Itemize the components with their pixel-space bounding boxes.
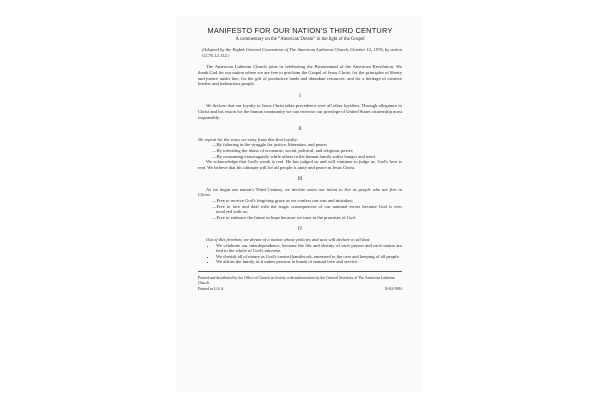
section-1-text: that our loyalty to Jesus Christ takes precedence over all other loyalties. Through allegiance to Christ and his vision for the human community we can exercise our privilege of United States citizenship most responsibly. [198, 103, 402, 120]
section-1-paragraph [198, 103, 402, 120]
section-number-2: II [298, 127, 302, 133]
list-item: —Free to face and deal with the tragic consequences of our national errors because God is ever involved with us; [212, 203, 402, 215]
printed-in: Printed in U.S.A. [198, 286, 225, 291]
list-item: • We affirm the family as it unites persons in bonds of mutual love and service. [216, 259, 402, 265]
document-subtitle: A commentary on the “American Dream” in the light of the Gospel [235, 36, 365, 42]
list-item: • We cherish all of nature as God's created handiwork, entrusted to the care and keeping of all people. [216, 254, 402, 260]
list-item: —Free to embrace the future in hope because we trust in the promises of God. [212, 214, 356, 220]
section-1-lead: We declare [206, 103, 227, 109]
document-title: MANIFESTO FOR OUR NATION'S THIRD CENTURY [207, 26, 393, 35]
list-item: —By faltering in the struggle for justice, liberation, and peace; [212, 142, 328, 148]
section-number-1: I [299, 93, 301, 99]
section-number-3: III [297, 177, 303, 183]
footer-row [198, 287, 402, 292]
footer-divider [198, 271, 402, 272]
section-2-closing: We acknowledge that God's wrath is real. He has judged us and will continue to judge us. God's love is real. We believe that his ultimate will for all people is unity and peace in Jesus Christ. [198, 159, 402, 170]
section-3-lead: we declare anew our intent to live as people who are free in Christ: [198, 186, 402, 198]
section-number-4: IV [297, 227, 303, 233]
section-4-lead: Out of this freedom, we dream of a nation whose policies and acts will declare to all that: [206, 237, 371, 243]
document-code: 10-82-5984 [384, 286, 402, 291]
section-2-list [198, 142, 402, 159]
section-2-lead: We repent [198, 136, 217, 142]
document-page [176, 16, 422, 392]
document-content [198, 28, 402, 291]
intro-paragraph: The American Lutheran Church joins in celebrating the Bicentennial of the American Revolution. We thank God for our nation where we are free to proclaim the Gospel of Jesus Christ; for the principles of liberty and justice under law; for the gift of productive lands and abundant resources; and for a heritage of creative leaders and industrious people. [198, 64, 402, 87]
distribution-note: Printed and distributed by the Office of Church in Society with authorization by the General Secretary of The American Lutheran Church. [198, 276, 395, 285]
adoption-note: (Adopted by the Eighth General Convention of The American Lutheran Church, October 12, 1976, by action GC76.12.152.) [202, 47, 402, 58]
list-item: —By consuming extravagantly while others in the human family suffer hunger and need. [212, 153, 376, 159]
footer [198, 276, 402, 291]
list-item: • We celebrate our interdependence, because the life and destiny of each person and each nation are tied to the whole of God's universe. [216, 243, 402, 254]
section-3-lead-paragraph [198, 187, 402, 198]
list-item: —Free to receive God's forgiving grace as we confess our sins and mistakes; [212, 198, 354, 204]
list-item: —By tolerating the abuse of economic, social, political, and religious power; [212, 147, 354, 153]
section-4-list [198, 243, 402, 265]
section-2-lead-text: for the ways we stray from this first loyalty: [216, 136, 299, 142]
section-3-lead-text: As we begin our nation's Third Century, [206, 186, 285, 192]
section-3-list [198, 198, 402, 220]
